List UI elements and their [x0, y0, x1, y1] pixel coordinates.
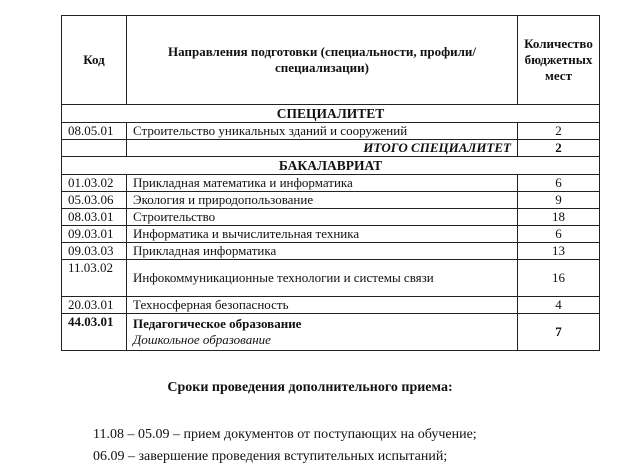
row-count: 13: [518, 243, 600, 260]
total-label: ИТОГО СПЕЦИАЛИТЕТ: [127, 140, 518, 157]
table-row: [62, 260, 600, 297]
row-count: 6: [518, 175, 600, 192]
row-name: Экология и природопользование: [127, 192, 518, 209]
total-row: [62, 140, 600, 157]
table-row: [62, 243, 600, 260]
row-count: 18: [518, 209, 600, 226]
section-title: СПЕЦИАЛИТЕТ: [62, 105, 600, 123]
row-code: 01.03.02: [62, 175, 127, 192]
row-name: Информатика и вычислительная техника: [127, 226, 518, 243]
row-code: 09.03.01: [62, 226, 127, 243]
section-row-bakalavriat: [62, 157, 600, 175]
row-code: 08.05.01: [62, 123, 127, 140]
table-row: [62, 209, 600, 226]
row-name: Прикладная математика и информатика: [127, 175, 518, 192]
schedule-item: 06.09 – завершение проведения вступительных испытаний;: [93, 449, 448, 464]
row-code: 44.03.01: [62, 314, 127, 351]
row-count: 7: [518, 314, 600, 351]
row-name: Техносферная безопасность: [127, 297, 518, 314]
header-direction: Направления подготовки (специальности, профили/специализации): [127, 16, 518, 105]
row-count: 9: [518, 192, 600, 209]
budget-places-table: [61, 15, 600, 351]
row-code: 20.03.01: [62, 297, 127, 314]
header-count: Количество бюджетных мест: [518, 16, 600, 105]
row-count: 6: [518, 226, 600, 243]
row-code: 09.03.03: [62, 243, 127, 260]
table-row: [62, 123, 600, 140]
table-row: [62, 314, 600, 351]
row-code: 11.03.02: [62, 260, 127, 297]
table-row: [62, 297, 600, 314]
table-row: [62, 175, 600, 192]
row-name: Педагогическое образование: [133, 316, 302, 331]
table-row: [62, 192, 600, 209]
row-name: Строительство уникальных зданий и сооружений: [127, 123, 518, 140]
row-code: 08.03.01: [62, 209, 127, 226]
row-name: Инфокоммуникационные технологии и системы связи: [127, 260, 518, 297]
row-count: 4: [518, 297, 600, 314]
row-name: Строительство: [127, 209, 518, 226]
row-count: 2: [518, 123, 600, 140]
row-name-cell: [127, 314, 518, 351]
total-value: 2: [518, 140, 600, 157]
schedule-item: 11.08 – 05.09 – прием документов от поступающих на обучение;: [93, 427, 477, 442]
row-name: Прикладная информатика: [127, 243, 518, 260]
section-title: БАКАЛАВРИАТ: [62, 157, 600, 175]
row-code: 05.03.06: [62, 192, 127, 209]
table-row: [62, 226, 600, 243]
row-profile: Дошкольное образование: [133, 332, 271, 347]
header-code: Код: [62, 16, 127, 105]
schedule-title: Сроки проведения дополнительного приема:: [167, 380, 453, 395]
section-row-specialitet: [62, 105, 600, 123]
table-header-row: [62, 16, 600, 105]
row-count: 16: [518, 260, 600, 297]
